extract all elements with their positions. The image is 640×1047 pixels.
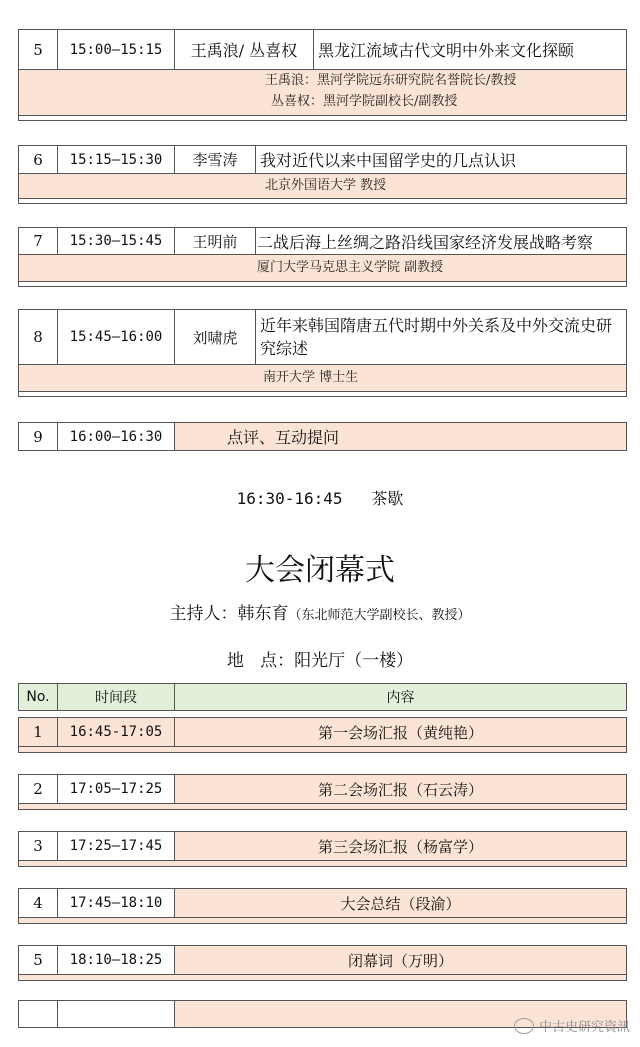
session-title: 黑龙江流域古代文明中外来文化探颐 [318, 41, 575, 60]
row-content: 闭幕词（万明） [347, 951, 453, 970]
affiliation-line: 厦门大学马克思主义学院 副教授 [257, 260, 444, 275]
session-title: 二战后海上丝绸之路沿线国家经济发展战略考察 [257, 232, 594, 252]
watermark [514, 1016, 630, 1035]
row-no [19, 1001, 58, 1027]
affiliation-line: 丛喜权：黑河学院副校长/副教授 [271, 94, 458, 109]
table-row [18, 774, 627, 804]
spacer-row [18, 116, 627, 121]
session-speaker: 王明前 [175, 228, 256, 254]
spacer-row [18, 804, 627, 810]
session-row [18, 145, 627, 174]
session-title: 近年来韩国隋唐五代时期中外关系及中外交流史研究综述 [260, 316, 613, 358]
affiliation-line: 北京外国语大学 教授 [265, 178, 387, 193]
closing-venue: 地 点：阳光厅（一楼） [226, 651, 414, 671]
affiliation-line: 王禹浪：黑河学院远东研究院名誉院长/教授 [265, 73, 517, 88]
row-no: 3 [19, 832, 58, 860]
header-time: 时间段 [58, 684, 175, 710]
row-time: 18:10—18:25 [58, 946, 175, 974]
spacer-row [18, 975, 627, 981]
row-no: 2 [19, 775, 58, 803]
tea-break: 16:30-16:45 茶歇 [236, 489, 404, 508]
discussion-label: 点评、互动提问 [227, 428, 340, 447]
affiliation-line: 南开大学 博士生 [263, 370, 359, 385]
row-no: 1 [19, 718, 58, 746]
session-no: 8 [19, 310, 58, 364]
session-row [18, 227, 627, 255]
session-affiliation [18, 255, 627, 282]
session-speaker: 刘啸虎 [175, 310, 256, 364]
session-row [18, 309, 627, 365]
closing-host [0, 599, 640, 624]
session-affiliation [18, 174, 627, 199]
session-no: 6 [19, 146, 58, 173]
row-time: 17:05—17:25 [58, 775, 175, 803]
spacer-row [18, 747, 627, 753]
session-time: 16:00—16:30 [58, 423, 175, 450]
session-title: 我对近代以来中国留学史的几点认识 [260, 151, 517, 170]
header-no: No. [19, 684, 58, 710]
row-content: 第一会场汇报（黄纯艳） [317, 723, 483, 742]
row-no: 4 [19, 889, 58, 917]
host-label: 主持人：韩东育 [169, 604, 289, 624]
row-time: 17:45—18:10 [58, 889, 175, 917]
session-no: 5 [19, 30, 58, 69]
watermark-text: 中古史研究資訊 [538, 1020, 630, 1035]
session-time: 15:00—15:15 [58, 30, 175, 69]
host-note: （东北师范大学副校长、教授） [288, 608, 471, 623]
row-time [58, 1001, 175, 1027]
spacer-row [18, 392, 627, 397]
row-content: 第二会场汇报（石云涛） [317, 780, 483, 799]
row-time: 17:25—17:45 [58, 832, 175, 860]
table-row [18, 831, 627, 861]
row-content: 大会总结（段渝） [340, 894, 461, 913]
session-time: 15:15—15:30 [58, 146, 175, 173]
session-time: 15:45—16:00 [58, 310, 175, 364]
spacer-row [18, 918, 627, 924]
session-no: 7 [19, 228, 58, 254]
table-header [18, 683, 627, 711]
table-row [18, 888, 627, 918]
session-speaker: 李雪涛 [175, 146, 256, 173]
row-time: 16:45-17:05 [58, 718, 175, 746]
session-row [18, 422, 627, 451]
session-no: 9 [19, 423, 58, 450]
closing-title: 大会闭幕式 [245, 553, 395, 588]
spacer-row [18, 861, 627, 867]
session-affiliation [18, 365, 627, 392]
wechat-icon [514, 1018, 534, 1034]
session-affiliation [18, 70, 627, 116]
table-row [18, 945, 627, 975]
row-no: 5 [19, 946, 58, 974]
row-content: 第三会场汇报（杨富学） [317, 837, 483, 856]
session-row [18, 29, 627, 70]
spacer-row [18, 199, 627, 204]
session-speaker: 王禹浪/ 丛喜权 [175, 30, 314, 69]
spacer-row [18, 282, 627, 287]
session-time: 15:30—15:45 [58, 228, 175, 254]
header-content: 内容 [386, 690, 415, 706]
table-row [18, 717, 627, 747]
